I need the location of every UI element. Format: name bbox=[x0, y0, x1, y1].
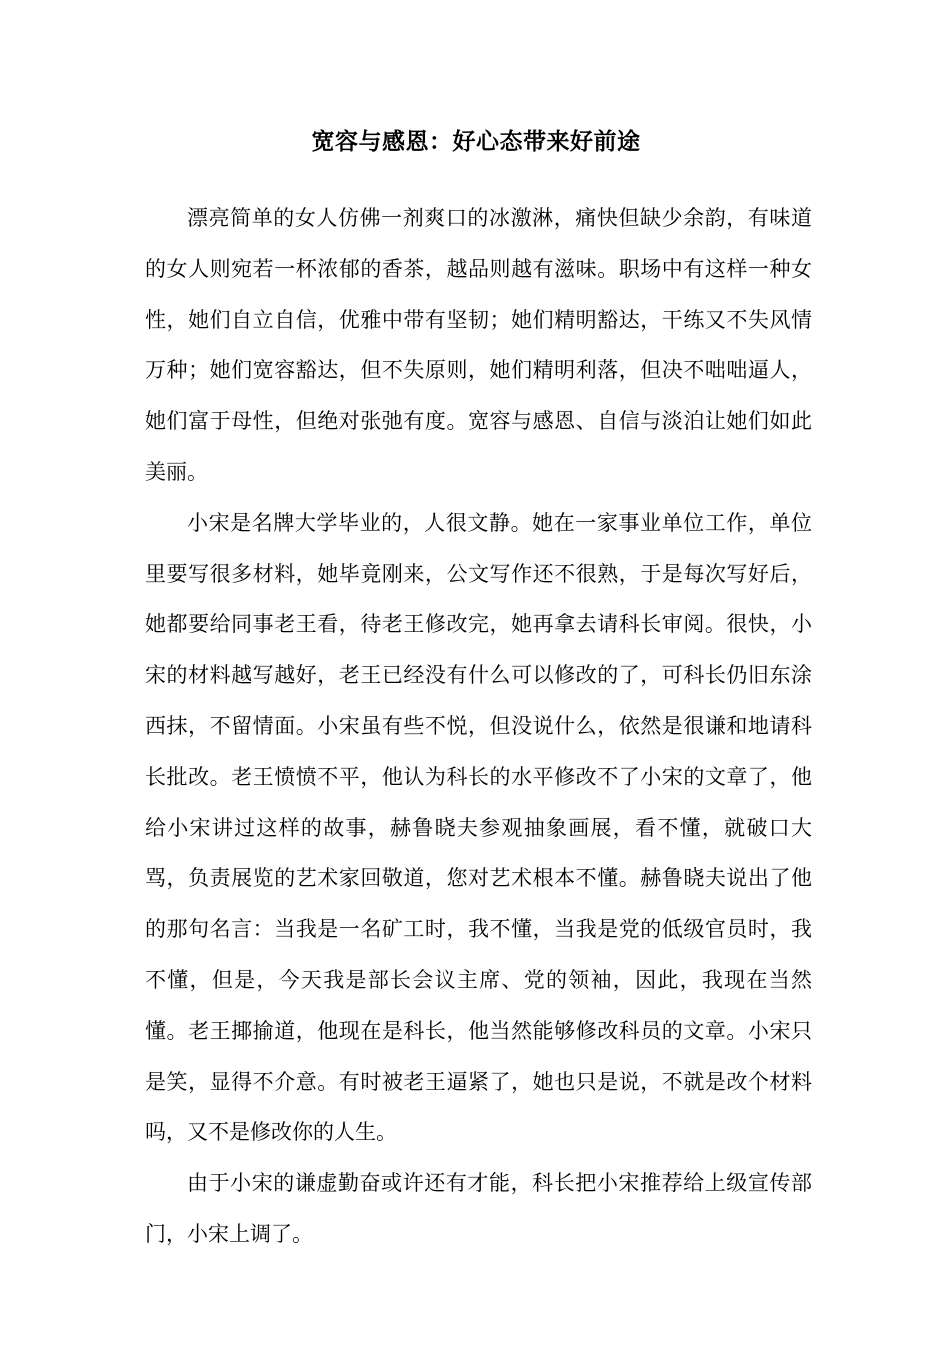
document-body bbox=[145, 193, 812, 1260]
paragraph-2: 小宋是名牌大学毕业的，人很文静。她在一家事业单位工作，单位里要写很多材料，她毕竟刚来，公文写作还不很熟，于是每次写好后，她都要给同事老王看，待老王修改完，她再拿去请科长审阅。很快，小宋的材料越写越好，老王已经没有什么可以修改的了，可科长仍旧东涂西抹，不留情面。小宋虽有些不悦，但没说什么，依然是很谦和地请科长批改。老王愤愤不平，他认为科长的水平修改不了小宋的文章了，他给小宋讲过这样的故事，赫鲁晓夫参观抽象画展，看不懂，就破口大骂，负责展览的艺术家回敬道，您对艺术根本不懂。赫鲁晓夫说出了他的那句名言：当我是一名矿工时，我不懂，当我是党的低级官员时，我不懂，但是，今天我是部长会议主席、党的领袖，因此，我现在当然懂。老王揶揄道，他现在是科长，他当然能够修改科员的文章。小宋只是笑，显得不介意。有时被老王逼紧了，她也只是说，不就是改个材料吗，又不是修改你的人生。 bbox=[145, 510, 812, 1145]
document-title: 宽容与感恩：好心态带来好前途 bbox=[311, 128, 641, 155]
paragraph-1: 漂亮简单的女人仿佛一剂爽口的冰激淋，痛快但缺少余韵，有味道的女人则宛若一杯浓郁的香茶，越品则越有滋味。职场中有这样一种女性，她们自立自信，优雅中带有坚韧；她们精明豁达，干练又不失风情万种；她们宽容豁达，但不失原则，她们精明利落，但决不咄咄逼人，她们富于母性，但绝对张弛有度。宽容与感恩、自信与淡泊让她们如此美丽。 bbox=[145, 206, 812, 484]
paragraph-3: 由于小宋的谦虚勤奋或许还有才能，科长把小宋推荐给上级宣传部门，小宋上调了。 bbox=[145, 1171, 812, 1246]
